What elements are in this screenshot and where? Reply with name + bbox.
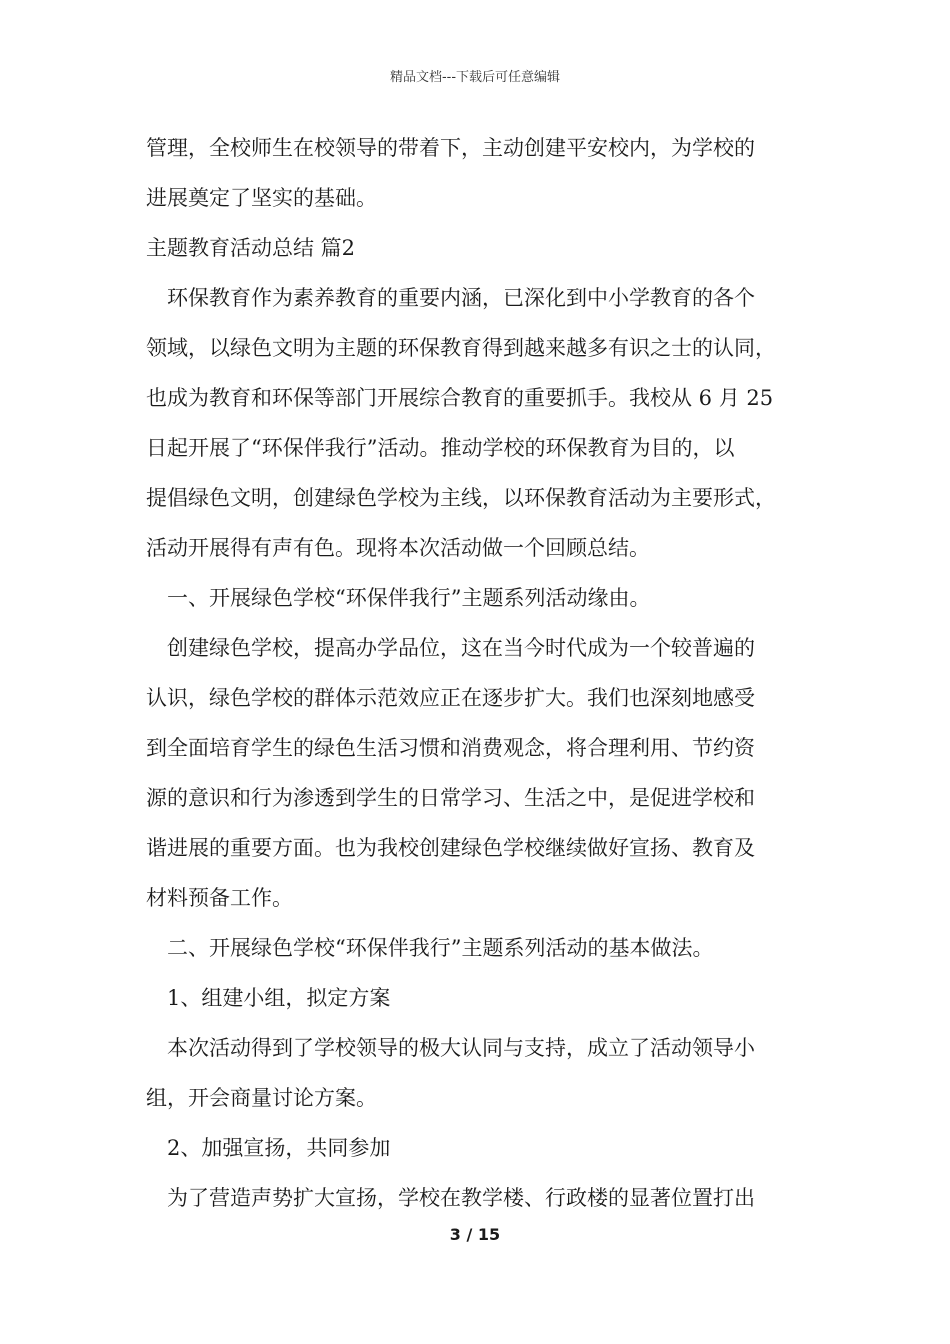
text-line: 日起开展了“环保伴我行”活动。推动学校的环保教育为目的，以 [146, 436, 735, 460]
text-line: 也成为教育和环保等部门开展综合教育的重要抓手。我校从 6 月 25 [146, 386, 774, 410]
text-line: 本次活动得到了学校领导的极大认同与支持，成立了活动领导小 [167, 1036, 755, 1060]
text-line: 进展奠定了坚实的基础。 [146, 186, 377, 210]
section-heading: 主题教育活动总结 篇2 [146, 236, 356, 260]
text-line: 活动开展得有声有色。现将本次活动做一个回顾总结。 [146, 536, 650, 560]
text-line: 环保教育作为素养教育的重要内涵，已深化到中小学教育的各个 [167, 286, 755, 310]
subsection-heading: 二、开展绿色学校“环保伴我行”主题系列活动的基本做法。 [167, 936, 714, 960]
item-heading: 1、组建小组，拟定方案 [167, 986, 391, 1010]
item-heading: 2、加强宣扬，共同参加 [167, 1136, 391, 1160]
document-body [146, 128, 826, 1228]
text-line: 管理，全校师生在校领导的带着下，主动创建平安校内，为学校的 [146, 136, 755, 160]
text-line: 认识，绿色学校的群体示范效应正在逐步扩大。我们也深刻地感受 [146, 686, 755, 710]
text-line: 创建绿色学校，提高办学品位，这在当今时代成为一个较普遍的 [167, 636, 755, 660]
page-header: 精品文档---下载后可任意编辑 [389, 70, 561, 85]
text-line: 领域，以绿色文明为主题的环保教育得到越来越多有识之士的认同， [146, 336, 776, 360]
text-line: 为了营造声势扩大宣扬，学校在教学楼、行政楼的显著位置打出 [167, 1186, 755, 1210]
text-line: 谐进展的重要方面。也为我校创建绿色学校继续做好宣扬、教育及 [146, 836, 755, 860]
text-line: 源的意识和行为渗透到学生的日常学习、生活之中，是促进学校和 [146, 786, 755, 810]
page-number: 3 / 15 [449, 1225, 501, 1244]
text-line: 提倡绿色文明，创建绿色学校为主线，以环保教育活动为主要形式， [146, 486, 776, 510]
text-line: 组，开会商量讨论方案。 [146, 1086, 377, 1110]
subsection-heading: 一、开展绿色学校“环保伴我行”主题系列活动缘由。 [167, 586, 651, 610]
text-line: 到全面培育学生的绿色生活习惯和消费观念，将合理利用、节约资 [146, 736, 755, 760]
text-line: 材料预备工作。 [146, 886, 293, 910]
